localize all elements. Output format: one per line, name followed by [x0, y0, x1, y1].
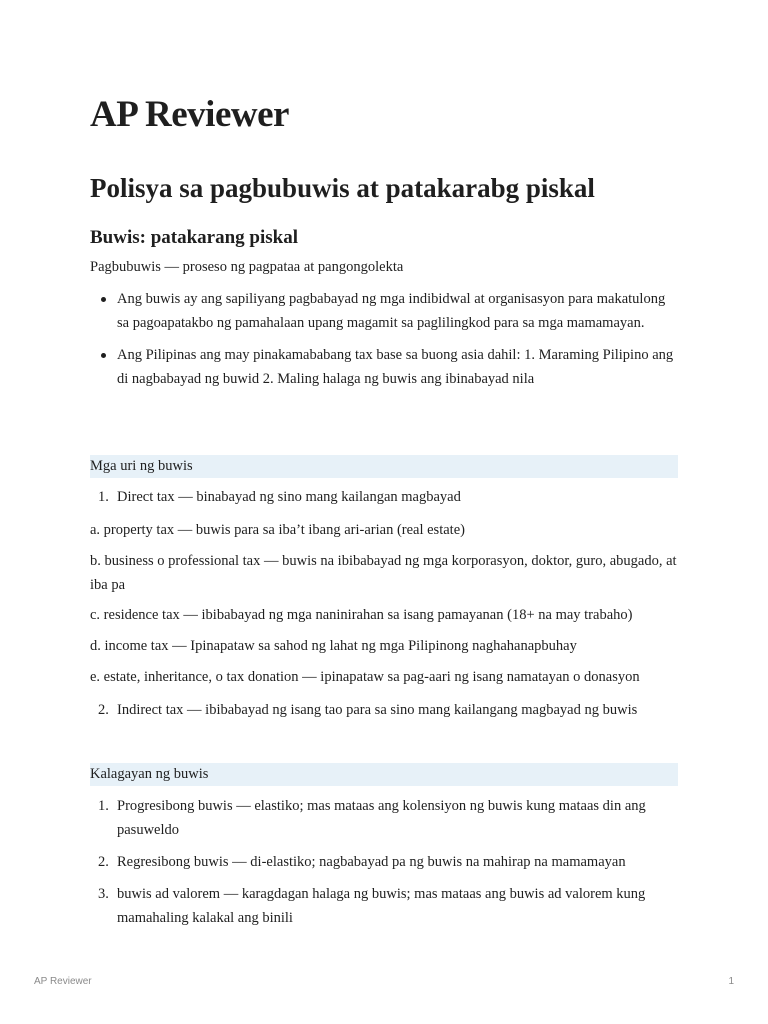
list-item-text: Ang Pilipinas ang may pinakamababang tax base sa buong asia dahil: 1. Maraming Pilipino ang di nagbabayad ng buwid 2. Maling halaga ng buwis ang ibinabayad nila	[117, 347, 674, 387]
list-item	[90, 344, 678, 391]
item-text: Progresibong buwis — elastiko; mas mataas ang kolensiyon ng buwis kung mataas din ang pasuweldo	[117, 798, 646, 838]
sub-item: e. estate, inheritance, o tax donation — ipinapataw sa pag-aari ng isang namatayan o donasyon	[90, 669, 640, 685]
item-number: 2.	[98, 854, 109, 870]
item-text: Indirect tax — ibibabayad ng isang tao para sa sino mang kailangang magbayad ng buwis	[117, 702, 638, 718]
numbered-item	[90, 851, 678, 875]
item-number: 1.	[98, 489, 109, 505]
item-text: buwis ad valorem — karagdagan halaga ng buwis; mas mataas ang buwis ad valorem kung mamahaling kalakal ang binili	[117, 886, 646, 926]
sub-item: a. property tax — buwis para sa iba’t ibang ari-arian (real estate)	[90, 522, 465, 538]
subsection-heading: Buwis: patakarang piskal	[90, 227, 299, 248]
sub-item: b. business o professional tax — buwis na ibibabayad ng mga korporasyon, doktor, guro, abugado, at iba pa	[90, 553, 677, 593]
bullet-list	[90, 288, 678, 400]
footer-title: AP Reviewer	[34, 976, 92, 987]
page-number: 1	[728, 976, 734, 987]
item-number: 3.	[98, 886, 109, 902]
item-number: 1.	[98, 798, 109, 814]
intro-paragraph: Pagbubuwis — proseso ng pagpataa at pangongolekta	[90, 259, 404, 275]
list-item	[90, 288, 678, 335]
numbered-item	[90, 883, 678, 930]
status-callout: Kalagayan ng buwis	[90, 763, 678, 786]
numbered-item	[90, 699, 678, 723]
bullet-icon	[101, 297, 106, 302]
section-heading: Polisya sa pagbubuwis at patakarabg piskal	[90, 173, 595, 203]
types-callout: Mga uri ng buwis	[90, 455, 678, 478]
item-number: 2.	[98, 702, 109, 718]
bullet-icon	[101, 353, 106, 358]
numbered-item	[90, 795, 678, 842]
page-title: AP Reviewer	[90, 94, 289, 135]
sub-item: c. residence tax — ibibabayad ng mga naninirahan sa isang pamayanan (18+ na may trabaho)	[90, 607, 633, 623]
numbered-item	[90, 486, 678, 510]
list-item-text: Ang buwis ay ang sapiliyang pagbabayad ng mga indibidwal at organisasyon para makatulong sa pagoapatakbo ng pamahalaan upang magamit sa paglilingkod para sa mga mamamayan.	[117, 291, 666, 331]
item-text: Direct tax — binabayad ng sino mang kailangan magbayad	[117, 489, 461, 505]
item-text: Regresibong buwis — di-elastiko; nagbabayad pa ng buwis na mahirap na mamamayan	[117, 854, 626, 870]
sub-item: d. income tax — Ipinapataw sa sahod ng lahat ng mga Pilipinong naghahanapbuhay	[90, 638, 577, 654]
